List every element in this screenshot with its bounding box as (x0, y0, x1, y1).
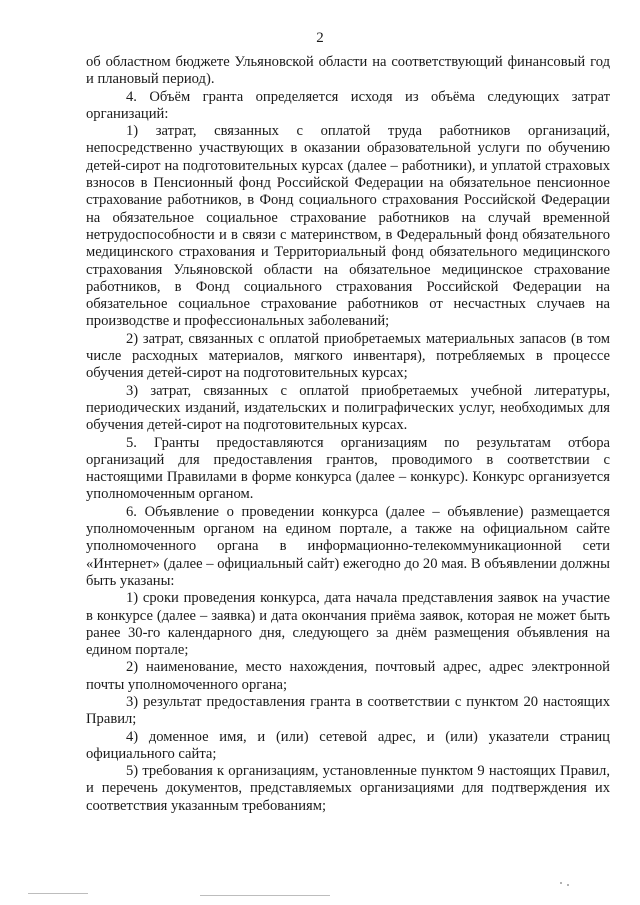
document-body (86, 54, 610, 815)
paragraph-6-item-5: 5) требования к организациям, установленные пунктом 9 настоящих Правил, и перечень документов, представляемых организациями для подтверждения их соответствия указанным требованиям; (86, 763, 610, 814)
page-number: 2 (316, 30, 324, 46)
paragraph-4-item-3: 3) затрат, связанных с оплатой приобретаемых учебной литературы, периодических изданий, издательских и полиграфических услуг, необходимых для обучения детей-сирот на подготовительных курсах. (86, 382, 610, 434)
paragraph-6-item-2: 2) наименование, место нахождения, почтовый адрес, адрес электронной почты уполномоченного органа; (86, 659, 610, 693)
paragraph-4-item-1: 1) затрат, связанных с оплатой труда работников организаций, непосредственно участвующих в оказании образовательной услуги по обучению детей-сирот на подготовительных курсах (далее – работники), и уплатой страховых взносов в Пенсионный фонд Российской Федерации на обязательное пенсионное страхование работников, в Фонд социального страхования Российской Федерации на обязательное социальное страхование работников на случай временной нетрудоспособности и в связи с материнством, в Федеральный фонд обязательного медицинского страхования и Территориальный фонд обязательного медицинского страхования Ульяновской области на обязательное медицинское страхование работников, в Фонд социального страхования Российской Федерации на обязательное социальное страхование работников от несчастных случаев на производстве и профессиональных заболеваний; (86, 123, 610, 330)
scan-artifact-line (28, 893, 88, 894)
paragraph-6-item-4: 4) доменное имя, и (или) сетевой адрес, и (или) указатели страниц официального сайта; (86, 728, 610, 762)
paragraph-6-announcement: 6. Объявление о проведении конкурса (далее – объявление) размещается уполномоченным органом на едином портале, а также на официальном сайте уполномоченного органа в информационно-телекоммуникационной сети «Интернет» (далее – официальный сайт) ежегодно до 20 мая. В объявлении должны быть указаны: (86, 503, 610, 589)
paragraph-budget-continuation: об областном бюджете Ульяновской области на соответствующий финансовый год и плановый период). (86, 54, 610, 88)
paragraph-4-item-2: 2) затрат, связанных с оплатой приобретаемых материальных запасов (в том числе расходных материалов, мягкого инвентаря), потребляемых в процессе обучения детей-сирот на подготовительных курсах; (86, 330, 610, 382)
scan-artifact-line (200, 895, 330, 896)
scan-artifact-dot (567, 884, 569, 886)
scan-artifact-dot (560, 882, 562, 884)
paragraph-6-item-3: 3) результат предоставления гранта в соответствии с пунктом 20 настоящих Правил; (86, 693, 610, 728)
paragraph-5-competition: 5. Гранты предоставляются организациям по результатам отбора организаций для предоставления грантов, проводимого в соответствии с настоящими Правилами в форме конкурса (далее – конкурс). Конкурс организуется уполномоченным органом. (86, 434, 610, 503)
paragraph-6-item-1: 1) сроки проведения конкурса, дата начала представления заявок на участие в конкурсе (далее – заявка) и дата окончания приёма заявок, которая не может быть ранее 30-го календарного дня, следующего за днём размещения объявления на едином портале; (86, 590, 610, 659)
paragraph-4-grant-volume: 4. Объём гранта определяется исходя из объёма следующих затрат организаций: (86, 88, 610, 122)
